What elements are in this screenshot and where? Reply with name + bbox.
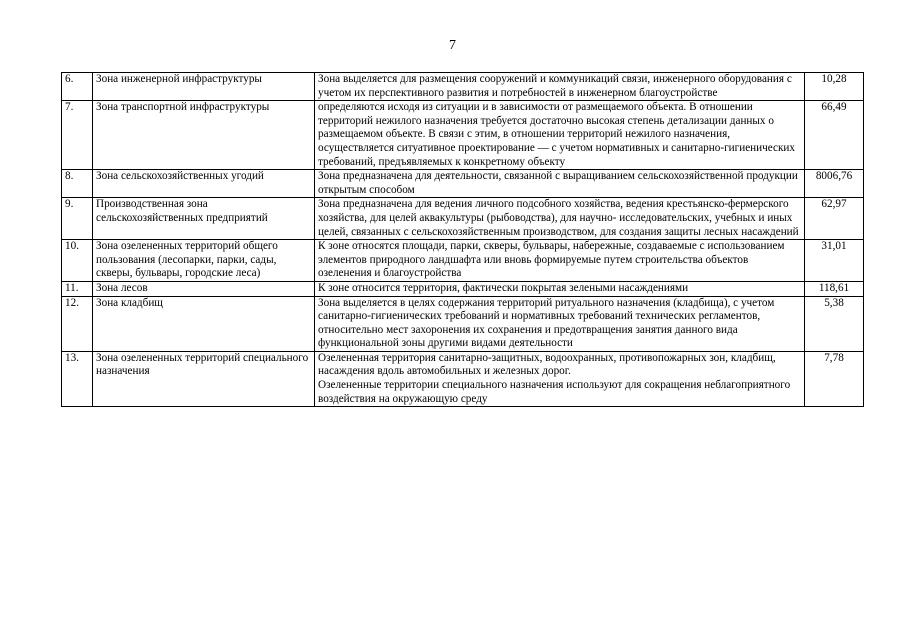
table-row (62, 296, 864, 351)
zone-name: Зона инженерной инфраструктуры (93, 73, 315, 101)
zone-description: Зона предназначена для ведения личного подсобного хозяйства, ведения крестьянско-фермерского хозяйства, для целей аквакультуры (рыбоводства), для научно- исследовательских, учебных и иных целей, связанных с сельскохозяйственным производством, для создания защиты лесных насаждений (315, 198, 805, 240)
zone-name: Зона сельскохозяйственных угодий (93, 170, 315, 198)
table-row (62, 281, 864, 296)
zone-area: 31,01 (805, 240, 864, 282)
row-number: 6. (62, 73, 93, 101)
table-row (62, 240, 864, 282)
row-number: 12. (62, 296, 93, 351)
page-number: 7 (449, 38, 456, 53)
zone-area: 7,78 (805, 351, 864, 406)
zone-area: 10,28 (805, 73, 864, 101)
zones-table (61, 72, 864, 407)
table-row (62, 101, 864, 170)
row-number: 7. (62, 101, 93, 170)
zone-name: Зона озелененных территорий специального назначения (93, 351, 315, 406)
row-number: 8. (62, 170, 93, 198)
zone-description: Зона выделяется в целях содержания территорий ритуального назначения (кладбища), с учетом санитарно-гигиенических требований и нормативных требований технических регламентов, относительно мест захоронения их сохранения и предотвращения занятия данного вида функциональной зоны другими видами деятельности (315, 296, 805, 351)
zone-description-continued: Озелененные территории специального назначения используют для сокращения неблагоприятного воздействия на окружающую среду (318, 379, 791, 405)
zone-description: Зона предназначена для деятельности, связанной с выращиванием сельскохозяйственной продукции открытым способом (315, 170, 805, 198)
table-row (62, 198, 864, 240)
table-row (62, 170, 864, 198)
zone-area: 118,61 (805, 281, 864, 296)
zone-description: Озелененная территория санитарно-защитных, водоохранных, противопожарных зон, кладбищ, насаждения вдоль автомобильных и железных дорог. (318, 351, 776, 378)
zone-area: 5,38 (805, 296, 864, 351)
zone-description: К зоне относятся площади, парки, скверы, бульвары, набережные, создаваемые с использованием элементов природного ландшафта или вновь формируемые путем строительства объектов озеленения и благоустройства (315, 240, 805, 282)
zone-description: определяются исходя из ситуации и в зависимости от размещаемого объекта. В отношении территорий нежилого назначения требуется достаточно высокая степень детализации данных о размещаемом объекте. В связи с этим, в отношении территорий нежилого назначения, осуществляется ситуативное проектирование — с учетом нормативных и санитарно-гигиенических требований, предъявляемых к конкретному объекту (315, 101, 805, 170)
zone-area: 66,49 (805, 101, 864, 170)
zone-name: Зона лесов (93, 281, 315, 296)
zone-area: 62,97 (805, 198, 864, 240)
zone-description-cell (315, 351, 805, 406)
row-number: 10. (62, 240, 93, 282)
table-row (62, 351, 864, 406)
table-row (62, 73, 864, 101)
zone-description: К зоне относится территория, фактически покрытая зелеными насаждениями (315, 281, 805, 296)
zone-name: Зона кладбищ (93, 296, 315, 351)
zone-name: Зона озелененных территорий общего пользования (лесопарки, парки, сады, скверы, бульвары, городские леса) (93, 240, 315, 282)
zone-name: Зона транспортной инфраструктуры (93, 101, 315, 170)
row-number: 11. (62, 281, 93, 296)
zone-name: Производственная зона сельскохозяйственных предприятий (93, 198, 315, 240)
zone-description: Зона выделяется для размещения сооружений и коммуникаций связи, инженерного оборудования с учетом их перспективного развития и потребностей в инженерном благоустройстве (315, 73, 805, 101)
zone-area: 8006,76 (805, 170, 864, 198)
row-number: 13. (62, 351, 93, 406)
row-number: 9. (62, 198, 93, 240)
